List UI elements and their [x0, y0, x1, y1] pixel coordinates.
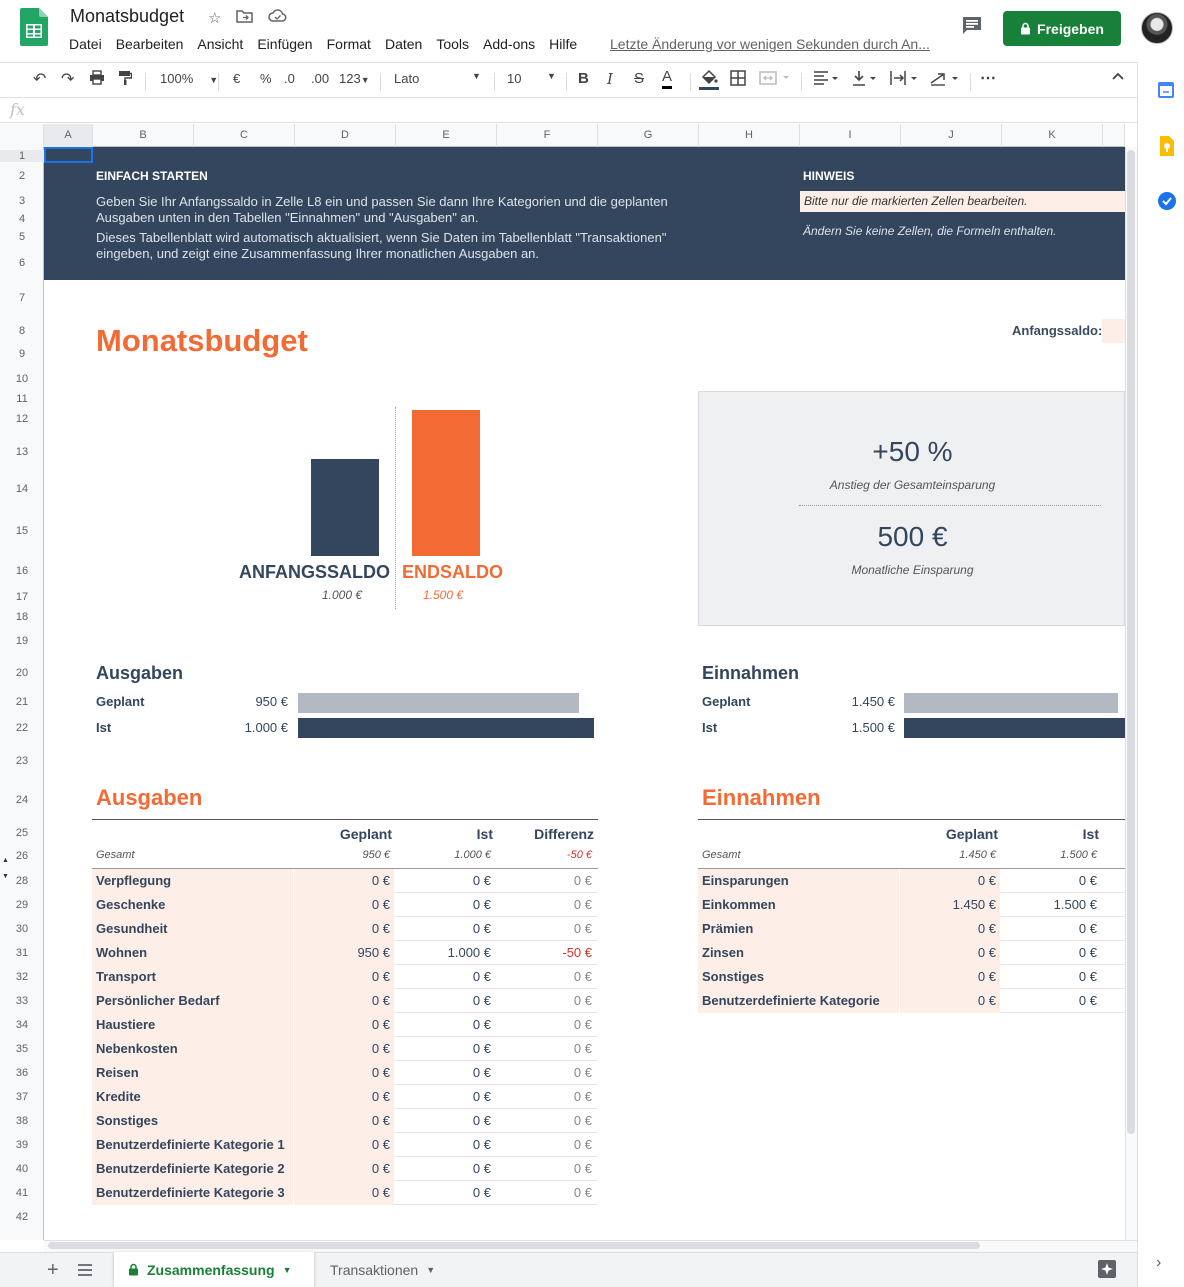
row-headers	[0, 147, 44, 1240]
row-divider	[394, 1204, 598, 1205]
text-wrap-icon[interactable]	[890, 70, 920, 89]
expenses-planned-bar	[298, 693, 579, 713]
expense-diff-cell: 0 €	[573, 969, 592, 984]
banner-text-2: Ausgaben unten in den Tabellen "Einnahmen" und "Ausgaben" an.	[96, 210, 479, 225]
expense-planned-cell[interactable]: 0 €	[294, 1037, 394, 1061]
select-all-corner[interactable]	[0, 124, 44, 147]
expense-category-cell[interactable]: Persönlicher Bedarf	[92, 989, 294, 1013]
table-row	[92, 1085, 598, 1109]
col-header-i[interactable]: I	[800, 124, 901, 147]
expense-actual-cell: 0 €	[472, 1185, 491, 1200]
row-header[interactable]: 38	[15, 1115, 29, 1127]
income-planned-cell[interactable]: 0 €	[900, 965, 1000, 989]
expenses-actual-label: Ist	[96, 720, 112, 735]
table-row	[698, 941, 1125, 965]
avatar[interactable]	[1141, 12, 1173, 44]
expense-planned-cell[interactable]: 0 €	[294, 893, 394, 917]
expense-actual-cell: 0 €	[472, 897, 491, 912]
expense-category-cell[interactable]: Benutzerdefinierte Kategorie 2	[92, 1157, 294, 1181]
calendar-icon[interactable]	[1158, 82, 1174, 103]
expense-planned-cell[interactable]: 0 €	[294, 917, 394, 941]
expenses-col-diff: Differenz	[534, 826, 594, 842]
expenses-col-actual: Ist	[476, 826, 493, 842]
table-row	[92, 941, 598, 965]
expense-category-cell[interactable]: Benutzerdefinierte Kategorie 3	[92, 1181, 294, 1205]
col-header-d[interactable]: D	[295, 124, 396, 147]
kpi-divider	[799, 505, 1101, 506]
chart-label-start: ANFANGSSALDO	[239, 562, 391, 582]
star-icon[interactable]: ☆	[208, 10, 222, 27]
add-sheet-icon[interactable]: +	[47, 1259, 59, 1281]
col-header-j[interactable]: J	[901, 124, 1002, 147]
expense-diff-cell: 0 €	[573, 993, 592, 1008]
expense-planned-cell[interactable]: 0 €	[294, 1133, 394, 1157]
table-row	[92, 893, 598, 917]
expense-category-cell[interactable]: Wohnen	[92, 941, 294, 965]
income-actual-cell: 1.500 €	[1053, 897, 1097, 912]
income-actual-cell: 0 €	[1078, 969, 1097, 984]
income-actual-cell: 0 €	[1078, 945, 1097, 960]
income-actual-label: Ist	[702, 720, 718, 735]
comment-icon[interactable]	[961, 16, 983, 36]
expenses-col-planned: Geplant	[339, 826, 392, 842]
chevron-down-icon: ▼	[282, 1264, 292, 1275]
expense-actual-cell: 0 €	[472, 1089, 491, 1104]
expense-actual-cell: 0 €	[472, 993, 491, 1008]
merge-cells-icon[interactable]	[759, 70, 789, 89]
expense-actual-cell: 1.000 €	[447, 945, 491, 960]
expenses-total-label: Gesamt	[96, 849, 135, 861]
row-header[interactable]: 35	[15, 1043, 29, 1055]
expense-planned-cell[interactable]: 0 €	[294, 1181, 394, 1205]
expenses-table-rule	[92, 819, 598, 820]
text-color-button[interactable]: A	[662, 68, 672, 89]
tasks-icon[interactable]	[1158, 192, 1176, 215]
income-total-planned: 1.450 €	[959, 849, 996, 861]
income-total-label: Gesamt	[702, 849, 741, 861]
row-header[interactable]: 42	[15, 1211, 29, 1223]
row-header[interactable]: 31	[15, 947, 29, 959]
row-header[interactable]: 41	[15, 1187, 29, 1199]
row-header[interactable]: 30	[15, 923, 29, 935]
row-header[interactable]: 18	[15, 611, 29, 623]
chart-bar-end	[412, 410, 480, 556]
banner-heading: EINFACH STARTEN	[96, 169, 208, 183]
start-balance-input[interactable]	[1102, 319, 1125, 343]
column-headers	[0, 124, 1125, 147]
expense-diff-cell: 0 €	[573, 1161, 592, 1176]
income-table-title: Einnahmen	[702, 785, 821, 810]
chart-bar-start	[311, 459, 379, 556]
chevron-down-icon: ▼	[209, 75, 219, 85]
expense-actual-cell: 0 €	[472, 969, 491, 984]
row-header[interactable]: 32	[15, 971, 29, 983]
font-value: Lato	[394, 71, 420, 86]
lock-icon	[128, 1263, 139, 1276]
row-header[interactable]: 10	[15, 373, 29, 385]
horizontal-scroll-thumb[interactable]	[48, 1242, 980, 1249]
expense-diff-cell: -50 €	[562, 945, 592, 960]
number-format-value: 123	[339, 71, 361, 86]
chart-value-end: 1.500 €	[423, 588, 464, 602]
table-row	[92, 869, 598, 893]
expenses-planned-value: 950 €	[255, 694, 288, 709]
row-header[interactable]: 3	[18, 195, 26, 207]
col-header-h[interactable]: H	[699, 124, 800, 147]
row-header[interactable]: 6	[18, 257, 26, 269]
col-header-b[interactable]: B	[93, 124, 194, 147]
expense-diff-cell: 0 €	[573, 897, 592, 912]
income-actual-bar	[904, 718, 1125, 738]
menu-datei[interactable]: Datei	[69, 36, 102, 52]
menu-addons[interactable]: Add-ons	[483, 36, 536, 52]
row-header[interactable]: 13	[15, 446, 29, 458]
col-header-a[interactable]: A	[44, 124, 93, 147]
expense-planned-cell[interactable]: 0 €	[294, 1061, 394, 1085]
share-label: Freigeben	[1037, 20, 1104, 37]
strikethrough-button[interactable]: S	[634, 70, 645, 87]
income-planned-bar	[904, 693, 1118, 713]
income-planned-value: 1.450 €	[851, 694, 895, 709]
move-folder-icon[interactable]	[236, 9, 253, 27]
row-header[interactable]: 17	[15, 591, 29, 603]
kpi-percent-label: Anstieg der Gesamteinsparung	[829, 478, 996, 492]
chevron-down-icon: ▼	[426, 1264, 436, 1275]
chevron-down-icon: ▼	[547, 71, 556, 81]
expenses-table-title: Ausgaben	[96, 785, 203, 810]
expense-planned-cell[interactable]: 0 €	[294, 1109, 394, 1133]
expense-planned-cell[interactable]: 0 €	[294, 1013, 394, 1037]
expense-actual-cell: 0 €	[472, 873, 491, 888]
font-size-select[interactable]	[507, 71, 557, 86]
menu-bar	[69, 36, 577, 54]
tab-label: Zusammenfassung	[147, 1261, 275, 1278]
tab-label: Transaktionen	[330, 1261, 419, 1278]
menu-ansicht[interactable]: Ansicht	[197, 36, 244, 52]
menu-hilfe[interactable]: Hilfe	[549, 36, 578, 52]
expense-actual-cell: 0 €	[472, 1137, 491, 1152]
menu-daten[interactable]: Daten	[384, 36, 423, 52]
tab-transaktionen[interactable]	[316, 1252, 458, 1287]
row-header[interactable]: 4	[18, 213, 26, 225]
chart-label-end: ENDSALDO	[402, 562, 504, 582]
kpi-savings-label: Monatliche Einsparung	[851, 563, 974, 577]
expense-actual-cell: 0 €	[472, 921, 491, 936]
expense-category-cell[interactable]: Transport	[92, 965, 294, 989]
expense-diff-cell: 0 €	[573, 921, 592, 936]
table-row	[698, 917, 1125, 941]
page-title: Monatsbudget	[96, 323, 308, 358]
tab-zusammenfassung[interactable]	[114, 1252, 314, 1287]
undo-icon[interactable]: ↶	[33, 71, 47, 88]
expense-category-cell[interactable]: Gesundheit	[92, 917, 294, 941]
expense-category-cell[interactable]: Benutzerdefinierte Kategorie 1	[92, 1133, 294, 1157]
row-header[interactable]: 21	[15, 696, 29, 708]
hint-formulas: Ändern Sie keine Zellen, die Formeln enthalten.	[803, 224, 1057, 238]
italic-button[interactable]: I	[607, 70, 613, 88]
row-header[interactable]: 2	[18, 170, 26, 182]
row-header[interactable]: 9	[18, 348, 26, 360]
paint-format-icon[interactable]	[118, 70, 132, 89]
banner-text-4: eingeben, und zeigt eine Zusammenfassung Ihrer monatlichen Ausgaben an.	[96, 246, 540, 261]
share-button[interactable]	[1003, 11, 1121, 46]
hint-edit-cells: Bitte nur die markierten Zellen bearbeiten.	[800, 191, 1125, 212]
expense-category-cell[interactable]: Sonstiges	[92, 1109, 294, 1133]
expense-actual-cell: 0 €	[472, 1161, 491, 1176]
last-edit-link[interactable]: Letzte Änderung vor wenigen Sekunden durch An...	[610, 36, 930, 52]
income-category-cell[interactable]: Zinsen	[698, 941, 900, 965]
expense-category-cell[interactable]: Reisen	[92, 1061, 294, 1085]
expense-diff-cell: 0 €	[573, 1113, 592, 1128]
income-actual-value: 1.500 €	[851, 720, 895, 735]
decrease-decimal-button[interactable]: .0	[284, 71, 295, 86]
expense-planned-cell[interactable]: 0 €	[294, 1157, 394, 1181]
zoom-value: 100%	[160, 71, 194, 86]
row-header[interactable]: 20	[15, 667, 29, 679]
savings-kpi-panel	[698, 391, 1125, 626]
bold-button[interactable]: B	[578, 70, 589, 87]
banner-text-3: Dieses Tabellenblatt wird automatisch aktualisiert, wenn Sie Daten im Tabellenblatt "Transaktionen"	[96, 230, 667, 245]
expense-category-cell[interactable]: Haustiere	[92, 1013, 294, 1037]
print-icon[interactable]	[89, 70, 105, 88]
income-total-actual: 1.500 €	[1060, 849, 1097, 861]
row-header[interactable]: 16	[15, 565, 29, 577]
col-header-e[interactable]: E	[396, 124, 497, 147]
expense-planned-cell[interactable]: 0 €	[294, 1085, 394, 1109]
income-actual-cell: 0 €	[1078, 993, 1097, 1008]
fill-color-icon[interactable]	[699, 69, 719, 94]
table-row	[92, 1013, 598, 1037]
expense-diff-cell: 0 €	[573, 1041, 592, 1056]
row-header[interactable]: 1	[0, 150, 44, 162]
menu-bearbeiten[interactable]: Bearbeiten	[115, 36, 184, 52]
expenses-total-diff: -50 €	[566, 849, 592, 861]
expense-diff-cell: 0 €	[573, 1017, 592, 1032]
lock-icon	[1020, 22, 1031, 35]
row-header[interactable]: 29	[15, 899, 29, 911]
table-row	[92, 989, 598, 1013]
col-header-f[interactable]: F	[497, 124, 598, 147]
table-row	[92, 1037, 598, 1061]
chevron-down-icon: ▼	[472, 71, 481, 81]
expenses-total-planned: 950 €	[362, 849, 390, 861]
percent-format-button[interactable]: %	[260, 71, 272, 86]
income-category-cell[interactable]: Sonstiges	[698, 965, 900, 989]
table-row	[698, 965, 1125, 989]
row-header[interactable]: 19	[15, 635, 29, 647]
income-planned-cell[interactable]: 0 €	[900, 941, 1000, 965]
banner-text-1: Geben Sie Ihr Anfangssaldo in Zelle L8 ein und passen Sie dann Ihre Kategorien und die geplanten	[96, 194, 668, 209]
col-header-c[interactable]: C	[194, 124, 295, 147]
income-planned-cell[interactable]: 0 €	[900, 989, 1000, 1013]
table-row	[92, 965, 598, 989]
align-left-icon[interactable]	[813, 71, 839, 88]
income-table-rule	[698, 819, 1125, 820]
col-header-k[interactable]: K	[1002, 124, 1103, 147]
document-title[interactable]: Monatsbudget	[70, 6, 185, 26]
group-expand-icon[interactable]: ▼	[2, 873, 9, 880]
row-header[interactable]: 12	[15, 413, 29, 425]
col-header-g[interactable]: G	[598, 124, 699, 147]
expense-actual-cell: 0 €	[472, 1041, 491, 1056]
income-col-actual: Ist	[1082, 826, 1099, 842]
income-summary-title: Einnahmen	[702, 663, 800, 683]
expense-planned-cell[interactable]: 950 €	[294, 941, 394, 965]
expense-planned-cell[interactable]: 0 €	[294, 869, 394, 893]
expense-planned-cell[interactable]: 0 €	[294, 965, 394, 989]
chevron-right-icon[interactable]: ›	[1156, 1254, 1162, 1271]
row-header[interactable]: 11	[16, 393, 28, 405]
row-header[interactable]: 7	[18, 292, 26, 304]
expenses-planned-label: Geplant	[96, 694, 145, 709]
collapse-menus-icon[interactable]	[1112, 69, 1124, 85]
col-header-l[interactable]	[1103, 124, 1125, 147]
table-row	[92, 1157, 598, 1181]
table-row	[92, 1061, 598, 1085]
group-collapse-icon[interactable]: ▲	[2, 857, 9, 864]
row-header[interactable]: 39	[15, 1139, 29, 1151]
expense-actual-cell: 0 €	[472, 1065, 491, 1080]
income-category-cell[interactable]: Benutzerdefinierte Kategorie	[698, 989, 900, 1013]
sheets-logo-icon[interactable]	[20, 8, 48, 46]
row-header[interactable]: 23	[15, 755, 29, 767]
expenses-actual-value: 1.000 €	[244, 720, 288, 735]
income-category-cell[interactable]: Einkommen	[698, 893, 900, 917]
chart-divider	[395, 407, 396, 609]
table-row	[698, 989, 1125, 1013]
expense-category-cell[interactable]: Geschenke	[92, 893, 294, 917]
income-category-cell[interactable]: Einsparungen	[698, 869, 900, 893]
row-header[interactable]: 33	[15, 995, 29, 1007]
chevron-down-icon: ▼	[360, 75, 370, 85]
sheet-grid[interactable]	[44, 147, 1125, 1240]
row-header[interactable]: 34	[15, 1019, 29, 1031]
balance-chart	[44, 147, 694, 627]
cloud-status-icon[interactable]	[268, 9, 287, 27]
expense-diff-cell: 0 €	[573, 1089, 592, 1104]
formula-bar[interactable]	[0, 98, 1137, 123]
vertical-scroll-thumb[interactable]	[1127, 150, 1135, 1134]
all-sheets-icon[interactable]	[78, 1263, 92, 1281]
expense-category-cell[interactable]: Kredite	[92, 1085, 294, 1109]
toolbar	[0, 62, 1137, 98]
income-planned-cell[interactable]: 1.450 €	[900, 893, 1000, 917]
row-header[interactable]: 25	[15, 827, 29, 839]
income-actual-cell: 0 €	[1078, 921, 1097, 936]
row-header[interactable]: 26	[15, 850, 29, 862]
expenses-actual-bar	[298, 718, 594, 738]
expenses-total-actual: 1.000 €	[454, 849, 491, 861]
hint-heading: HINWEIS	[803, 169, 855, 183]
income-col-planned: Geplant	[945, 826, 998, 842]
expense-diff-cell: 0 €	[573, 1137, 592, 1152]
row-divider	[1000, 1012, 1125, 1013]
income-planned-cell[interactable]: 0 €	[900, 917, 1000, 941]
vertical-align-icon[interactable]	[852, 70, 878, 89]
font-size-value: 10	[507, 71, 522, 86]
menu-einfuegen[interactable]: Einfügen	[257, 36, 313, 52]
row-header[interactable]: 24	[15, 794, 29, 806]
row-header[interactable]: 8	[18, 325, 26, 337]
income-planned-cell[interactable]: 0 €	[900, 869, 1000, 893]
expense-category-cell[interactable]: Nebenkosten	[92, 1037, 294, 1061]
expense-planned-cell[interactable]: 0 €	[294, 989, 394, 1013]
income-category-cell[interactable]: Prämien	[698, 917, 900, 941]
borders-icon[interactable]	[730, 70, 746, 89]
menu-format[interactable]: Format	[326, 36, 371, 52]
start-balance-label: Anfangssaldo:	[1012, 323, 1103, 338]
table-row	[92, 1133, 598, 1157]
row-header[interactable]: 22	[15, 722, 29, 734]
expense-category-cell[interactable]: Verpflegung	[92, 869, 294, 893]
kpi-percent: +50 %	[872, 436, 953, 467]
expense-actual-cell: 0 €	[472, 1113, 491, 1128]
expense-diff-cell: 0 €	[573, 873, 592, 888]
fx-icon: fx	[10, 100, 25, 119]
selected-cell-a1[interactable]	[44, 147, 93, 163]
zoom-select[interactable]	[160, 71, 218, 86]
explore-icon[interactable]	[1097, 1259, 1117, 1284]
menu-tools[interactable]: Tools	[436, 36, 469, 52]
kpi-savings: 500 €	[877, 521, 948, 552]
income-actual-cell: 0 €	[1078, 873, 1097, 888]
text-rotation-icon[interactable]	[929, 70, 961, 89]
row-header[interactable]: 14	[15, 483, 29, 495]
expense-actual-cell: 0 €	[472, 1017, 491, 1032]
row-header[interactable]: 28	[15, 875, 29, 887]
more-options-icon[interactable]: ⋯	[980, 70, 996, 87]
table-row	[698, 869, 1125, 893]
chart-value-start: 1.000 €	[322, 588, 363, 602]
row-header[interactable]: 15	[15, 525, 29, 537]
row-header[interactable]: 36	[15, 1067, 29, 1079]
currency-format-button[interactable]: €	[233, 71, 241, 86]
table-row	[92, 1109, 598, 1133]
expense-diff-cell: 0 €	[573, 1065, 592, 1080]
increase-decimal-button[interactable]: .00	[311, 71, 330, 86]
expenses-summary-title: Ausgaben	[96, 663, 184, 683]
expense-diff-cell: 0 €	[573, 1185, 592, 1200]
row-header[interactable]: 40	[15, 1163, 29, 1175]
row-header[interactable]: 37	[15, 1091, 29, 1103]
table-row	[92, 1181, 598, 1205]
row-header[interactable]: 5	[18, 231, 26, 243]
side-panel	[1137, 62, 1184, 1287]
income-planned-label: Geplant	[702, 694, 751, 709]
number-format-select[interactable]	[339, 71, 370, 86]
table-row	[698, 893, 1125, 917]
table-row	[92, 917, 598, 941]
redo-icon[interactable]: ↷	[61, 71, 75, 88]
keep-icon[interactable]	[1158, 136, 1174, 161]
font-select[interactable]	[394, 71, 484, 86]
